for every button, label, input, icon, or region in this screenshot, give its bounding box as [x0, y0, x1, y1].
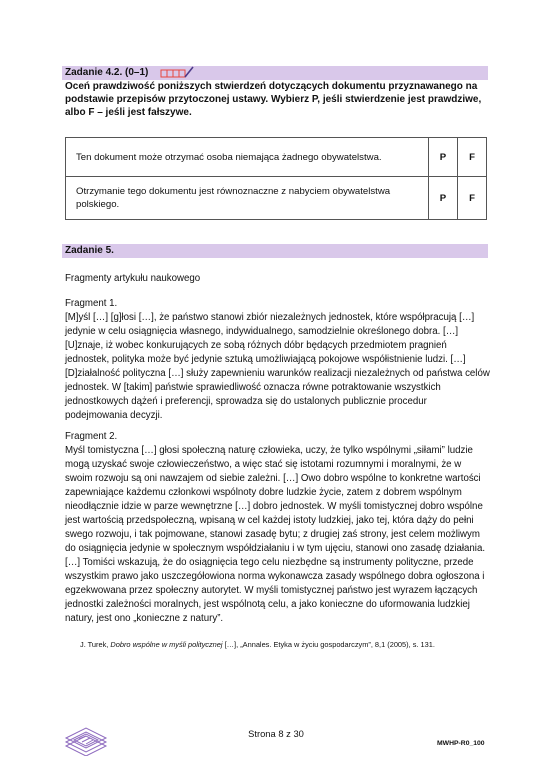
- option-p-cell[interactable]: P: [429, 138, 458, 177]
- table-row: [66, 138, 487, 177]
- task-4-2-instruction: Oceń prawdziwość poniższych stwierdzeń dotyczących dokumentu przyznawanego na podstawie przepisów przytoczonej ustawy. Wybierz P, jeśli stwierdzenie jest prawdziwe, albo F – jeśli jest fałszywe.: [65, 81, 482, 118]
- source-intro: Fragmenty artykułu naukowego: [65, 273, 201, 284]
- task-5-title: Zadanie 5.: [65, 245, 114, 256]
- true-false-table: [65, 137, 487, 220]
- page-number: Strona 8 z 30: [248, 728, 304, 739]
- source-title: Dobro wspólne w myśli politycznej: [110, 640, 223, 649]
- exam-code: MWHP-R0_100: [437, 740, 485, 747]
- statement-cell: Otrzymanie tego dokumentu jest równoznaczne z nabyciem obywatelstwa polskiego.: [66, 177, 429, 220]
- fragment-1-text: [M]yśl […] [g]łosi […], że państwo stanowi zbiór niezależnych jednostek, które współpracują […] jedynie w celu osiągnięcia własnego, indywidualnego, samodzielnie określonego dobra. […] [U]znaje, iż wobec konkurujących ze sobą różnych dóbr będących przedmiotem pragnień jednostek, polityka może być jedynie sztuką umożliwiającą pokojowe współistnienie ludzi. […] [D]ziałalność polityczna […] służy zapewnieniu warunków realizacji niezależnych od państwa celów jednostek. W [takim] państwie sprawiedliwość oznacza równe potraktowanie wszystkich jednostkowych dążeń i preferencji, sprowadza się do ustalonych publicznie procedur podejmowania decyzji.: [65, 312, 490, 421]
- task-4-2-title: Zadanie 4.2. (0–1): [65, 67, 149, 78]
- option-f-cell[interactable]: F: [458, 138, 487, 177]
- scoring-grid-icon: [160, 66, 194, 79]
- source-author: J. Turek,: [80, 640, 111, 649]
- fragment-2-heading: Fragment 2.: [65, 431, 118, 442]
- fragment-1-heading: Fragment 1.: [65, 298, 118, 309]
- option-f-cell[interactable]: F: [458, 177, 487, 220]
- task-5-header-bar: [62, 244, 488, 258]
- option-p-cell[interactable]: P: [429, 177, 458, 220]
- fragment-2-text: Myśl tomistyczna […] głosi społeczną naturę człowieka, uczy, że tylko wspólnymi „siłami” ludzie mogą uzyskać swoje człowieczeństwo, a więc stać się istotami rozumnymi i moralnymi, że w swoim rozwoju są oni nawzajem od siebie zależni. […] Owo dobro wspólne to konkretne wartości zapewniające każdemu członkowi wspólnoty dobre ludzkie życie, zatem z dobrem wspólnym nieodłącznie idzie w parze wewnętrzne […] dobro jednostek. W myśli tomistycznej dobro wspólne jest wartością przedspołeczną, wpisaną w cel każdej istoty ludzkiej, jako tej, która dąży do pełni swego rozwoju, i tak pojmowane, stanowi zasadę bytu; z drugiej zaś strony, jest celem możliwym do osiągnięcia jedynie w społecznym współdziałaniu i w tym ujęciu, stanowi ono zasadę działania. […] Tomiści wskazują, że do osiągnięcia tego celu niezbędne są instrumenty polityczne, przede wszystkim prawo jako uszczegółowiona norma wykonawcza zasady wspólnego dobra ogłoszona i egzekwowana przez społeczny autorytet. W myśli tomistycznej państwo jest wyrazem łączących jednostki zależności moralnych, jest wspólnotą celu, a jako konieczne do uformowania ludzkiej natury, jest ono „konieczne z natury”.: [65, 445, 486, 624]
- statement-cell: Ten dokument może otrzymać osoba niemająca żadnego obywatelstwa.: [66, 138, 429, 177]
- source-citation: [80, 640, 500, 650]
- source-details: […], „Annales. Etyka w życiu gospodarczym”, 8,1 (2005), s. 131.: [222, 640, 435, 649]
- table-row: [66, 177, 487, 220]
